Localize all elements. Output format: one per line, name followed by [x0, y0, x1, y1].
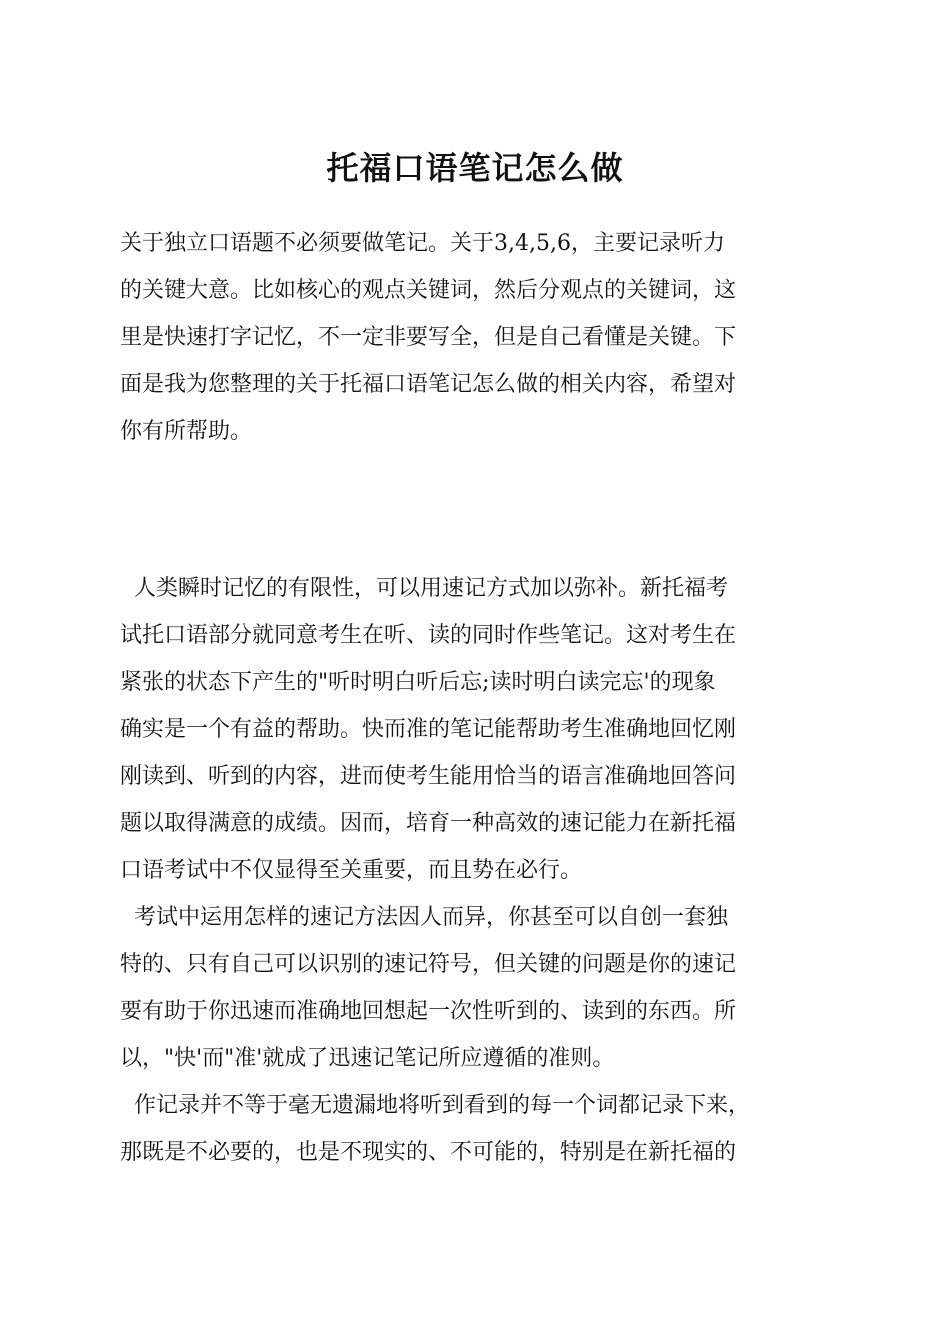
body-line-10: 要有助于你迅速而准确地回想起一次性听到的、读到的东西。所 [120, 999, 737, 1024]
body-line-12: 作记录并不等于毫无遗漏地将听到看到的每一个词都记录下来， [120, 1093, 750, 1118]
body-line-2: 试托口语部分就同意考生在听、读的同时作些笔记。这对考生在 [120, 623, 737, 648]
body-line-5: 刚读到、听到的内容，进而使考生能用恰当的语言准确地回答问 [120, 764, 737, 789]
intro-line-4: 面是我为您整理的关于托福口语笔记怎么做的相关内容，希望对 [120, 372, 737, 397]
intro-line-1: 关于独立口语题不必须要做笔记。关于3,4,5,6，主要记录听力 [120, 231, 725, 256]
intro-paragraph [120, 220, 832, 455]
body-line-6: 题以取得满意的成绩。因而，培育一种高效的速记能力在新托福 [120, 811, 737, 836]
body-line-9: 特的、只有自己可以识别的速记符号，但关键的问题是你的速记 [120, 952, 737, 977]
body-line-8: 考试中运用怎样的速记方法因人而异，你甚至可以自创一套独 [120, 905, 728, 930]
body-line-3: 紧张的状态下产生的"听时明白听后忘;读时明白读完忘'的现象 [120, 670, 716, 695]
body-line-4: 确实是一个有益的帮助。快而准的笔记能帮助考生准确地回忆刚 [120, 717, 737, 742]
intro-line-3: 里是快速打字记忆，不一定非要写全，但是自己看懂是关键。下 [120, 325, 737, 350]
intro-line-2: 的关键大意。比如核心的观点关键词，然后分观点的关键词，这 [120, 278, 737, 303]
body-paragraphs [120, 565, 832, 1176]
intro-line-5: 你有所帮助。 [120, 419, 253, 444]
body-line-7: 口语考试中不仅显得至关重要，而且势在必行。 [120, 858, 583, 883]
page-title: 托福口语笔记怎么做 [326, 149, 624, 187]
body-line-1: 人类瞬时记忆的有限性，可以用速记方式加以弥补。新托福考 [120, 576, 728, 601]
body-line-13: 那既是不必要的，也是不现实的、不可能的，特别是在新托福的 [120, 1140, 737, 1165]
body-line-11: 以，"快'而"准'就成了迅速记笔记所应遵循的准则。 [120, 1046, 615, 1071]
